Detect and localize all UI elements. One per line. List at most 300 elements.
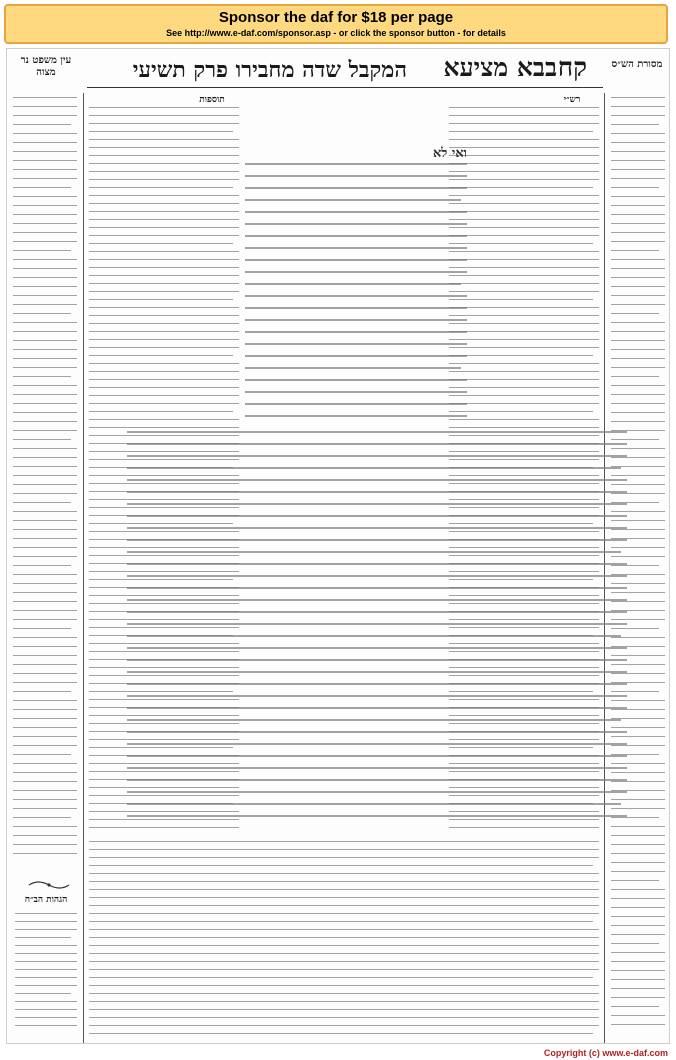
text-line: [89, 211, 239, 212]
text-line: [13, 295, 77, 296]
text-line: [89, 291, 239, 292]
text-line: [13, 322, 77, 323]
text-line: [89, 1025, 599, 1026]
text-line: [15, 961, 77, 962]
text-line: [13, 268, 77, 269]
text-line: [611, 160, 665, 161]
text-line: [89, 123, 239, 124]
text-line: [611, 385, 665, 386]
text-line: [13, 196, 77, 197]
text-line: [127, 443, 627, 445]
text-line: [449, 379, 599, 380]
text-line: [13, 727, 77, 728]
text-line: [611, 304, 665, 305]
text-line: [127, 467, 621, 469]
text-line: [611, 970, 665, 971]
text-line: [13, 736, 77, 737]
text-line: [127, 611, 627, 613]
text-line: [13, 106, 77, 107]
text-line: [449, 163, 599, 164]
text-line: [449, 363, 599, 364]
text-line: [127, 791, 627, 793]
text-line: [611, 952, 665, 953]
text-line: [611, 835, 665, 836]
text-line: [449, 307, 599, 308]
text-line: [611, 403, 665, 404]
text-line: [13, 628, 71, 629]
text-line: [13, 790, 77, 791]
text-line: [449, 267, 599, 268]
text-line: [89, 331, 239, 332]
text-line: [245, 295, 467, 297]
text-line: [13, 547, 77, 548]
text-line: [449, 219, 599, 220]
sponsor-banner-subtitle[interactable]: See http://www.e-daf.com/sponsor.asp - or click the sponsor button - for details: [166, 28, 506, 38]
text-line: [89, 1033, 593, 1034]
sponsor-banner-title[interactable]: Sponsor the daf for $18 per page: [218, 9, 454, 26]
text-line: [13, 403, 77, 404]
ornament-icon: [27, 879, 71, 891]
text-line: [611, 241, 665, 242]
text-line: [449, 123, 599, 124]
text-line: [449, 179, 599, 180]
text-line: [449, 403, 599, 404]
text-line: [245, 199, 461, 201]
text-line: [13, 682, 77, 683]
text-line: [611, 961, 665, 962]
text-line: [127, 743, 627, 745]
text-line: [127, 527, 627, 529]
hagahot-habach-title: הגהות הב״ח: [24, 895, 68, 905]
text-line: [89, 993, 599, 994]
text-line: [89, 235, 239, 236]
text-line: [127, 503, 627, 505]
text-line: [13, 232, 77, 233]
text-line: [245, 235, 467, 237]
text-line: [89, 179, 239, 180]
text-line: [89, 363, 239, 364]
text-line: [611, 997, 665, 998]
text-line: [449, 211, 599, 212]
text-line: [611, 133, 665, 134]
text-line: [13, 178, 77, 179]
text-line: [611, 934, 665, 935]
text-line: [89, 227, 239, 228]
text-line: [127, 755, 627, 757]
text-line: [89, 857, 599, 858]
text-line: [89, 905, 599, 906]
text-line: [449, 299, 593, 300]
text-line: [15, 937, 71, 938]
text-line: [611, 862, 665, 863]
text-line: [611, 394, 665, 395]
text-line: [13, 592, 77, 593]
text-line: [245, 175, 467, 177]
text-line: [127, 779, 627, 781]
text-line: [611, 421, 665, 422]
text-line: [13, 187, 71, 188]
text-line: [611, 853, 665, 854]
text-line: [89, 1009, 599, 1010]
text-line: [611, 988, 665, 989]
text-line: [449, 171, 599, 172]
text-line: [611, 979, 665, 980]
text-line: [13, 412, 77, 413]
text-line: [13, 826, 77, 827]
text-line: [89, 403, 239, 404]
text-line: [13, 853, 77, 854]
text-line: [89, 275, 239, 276]
text-line: [611, 313, 659, 314]
text-line: [611, 169, 665, 170]
text-line: [611, 322, 665, 323]
text-line: [13, 808, 77, 809]
text-line: [89, 323, 239, 324]
text-line: [13, 709, 77, 710]
text-line: [127, 551, 621, 553]
text-line: [89, 395, 239, 396]
text-line: [611, 178, 665, 179]
text-line: [245, 379, 467, 381]
text-line: [13, 97, 77, 98]
text-line: [13, 340, 77, 341]
text-line: [89, 937, 599, 938]
hagahot-habach-column: [15, 911, 77, 1031]
text-line: [13, 475, 77, 476]
text-line: [13, 376, 71, 377]
text-line: [89, 131, 233, 132]
header-rule: [87, 87, 603, 88]
text-line: [449, 323, 599, 324]
text-line: [13, 718, 77, 719]
text-line: [13, 619, 77, 620]
text-line: [13, 574, 77, 575]
text-line: [89, 251, 239, 252]
text-line: [611, 898, 665, 899]
tosafot-label: תוספות: [199, 95, 225, 105]
text-line: [89, 379, 239, 380]
text-line: [13, 673, 77, 674]
text-line: [13, 817, 71, 818]
text-line: [611, 97, 665, 98]
text-line: [13, 583, 77, 584]
text-line: [89, 163, 239, 164]
text-line: [89, 195, 239, 196]
text-line: [611, 106, 665, 107]
ein-mishpat-label: עין משפט נר מצוה: [20, 55, 72, 78]
text-line: [127, 575, 627, 577]
text-line: [15, 985, 77, 986]
text-line: [611, 367, 665, 368]
text-line: [127, 623, 627, 625]
gemara-opening-words: ואי לא: [432, 146, 467, 161]
text-line: [13, 610, 77, 611]
text-line: [13, 151, 77, 152]
text-line: [127, 647, 627, 649]
text-line: [13, 493, 77, 494]
text-line: [13, 511, 77, 512]
text-line: [89, 985, 599, 986]
text-line: [13, 430, 77, 431]
text-line: [89, 299, 233, 300]
text-line: [13, 286, 77, 287]
text-line: [89, 419, 239, 420]
text-line: [89, 107, 239, 108]
text-line: [15, 1009, 77, 1010]
text-line: [127, 635, 621, 637]
text-line: [127, 815, 627, 817]
text-line: [13, 205, 77, 206]
text-line: [127, 731, 627, 733]
text-line: [13, 655, 77, 656]
text-line: [611, 943, 659, 944]
text-line: [449, 203, 599, 204]
text-line: [127, 719, 621, 721]
text-line: [127, 539, 627, 541]
text-line: [611, 232, 665, 233]
text-line: [611, 250, 659, 251]
text-line: [13, 664, 77, 665]
text-line: [13, 277, 77, 278]
text-line: [611, 187, 659, 188]
text-line: [13, 133, 77, 134]
text-line: [611, 916, 665, 917]
text-line: [611, 844, 665, 845]
text-line: [13, 745, 77, 746]
text-line: [89, 147, 239, 148]
text-line: [13, 565, 71, 566]
text-line: [15, 913, 77, 914]
text-line: [245, 283, 461, 285]
text-line: [89, 969, 599, 970]
text-line: [89, 881, 599, 882]
page-number: קח: [557, 53, 587, 83]
text-line: [449, 427, 599, 428]
text-line: [127, 587, 627, 589]
text-line: [13, 304, 77, 305]
text-line: [611, 259, 665, 260]
text-line: [13, 385, 77, 386]
text-line: [245, 223, 467, 225]
text-line: [611, 115, 665, 116]
text-line: [449, 155, 599, 156]
text-line: [611, 376, 659, 377]
text-line: [127, 683, 627, 685]
text-line: [611, 196, 665, 197]
text-line: [13, 844, 77, 845]
text-line: [89, 913, 599, 914]
text-line: [127, 599, 627, 601]
text-line: [13, 691, 71, 692]
gemara-text-upper: [245, 93, 467, 423]
text-line: [449, 291, 599, 292]
text-line: [245, 403, 467, 405]
text-line: [449, 395, 599, 396]
text-line: [15, 1001, 77, 1002]
text-line: [611, 889, 665, 890]
talmud-page: [6, 48, 670, 1044]
text-line: [13, 160, 77, 161]
text-line: [449, 371, 599, 372]
text-line: [245, 259, 467, 261]
text-line: [127, 707, 627, 709]
text-line: [449, 339, 599, 340]
text-line: [13, 169, 77, 170]
text-line: [13, 250, 71, 251]
text-line: [89, 155, 239, 156]
text-line: [127, 803, 621, 805]
text-line: [89, 283, 239, 284]
text-line: [611, 349, 665, 350]
text-line: [611, 412, 665, 413]
text-line: [89, 219, 239, 220]
text-line: [611, 925, 665, 926]
text-line: [449, 419, 599, 420]
text-line: [449, 227, 599, 228]
text-line: [13, 556, 77, 557]
text-line: [245, 415, 467, 417]
left-column-divider: [83, 93, 84, 1043]
text-line: [449, 411, 593, 412]
text-line: [611, 151, 665, 152]
text-line: [245, 319, 467, 321]
text-line: [449, 243, 593, 244]
text-line: [13, 439, 71, 440]
text-line: [13, 502, 71, 503]
text-line: [15, 929, 77, 930]
text-line: [89, 267, 239, 268]
text-line: [15, 953, 77, 954]
chapter-title: המקבל שדה מחבירו פרק תשיעי: [132, 57, 407, 83]
text-line: [127, 671, 627, 673]
text-line: [245, 367, 461, 369]
text-line: [89, 889, 599, 890]
text-line: [89, 841, 599, 842]
text-line: [245, 163, 467, 165]
text-line: [449, 251, 599, 252]
text-line: [89, 411, 233, 412]
text-line: [611, 223, 665, 224]
text-line: [89, 371, 239, 372]
text-line: [89, 427, 239, 428]
text-line: [15, 921, 77, 922]
text-line: [89, 1017, 599, 1018]
text-line: [13, 124, 71, 125]
text-line: [13, 601, 77, 602]
text-line: [13, 466, 77, 467]
text-line: [449, 347, 599, 348]
text-line: [13, 259, 77, 260]
text-line: [245, 271, 467, 273]
text-line: [449, 131, 593, 132]
text-line: [89, 929, 599, 930]
text-line: [245, 187, 467, 189]
text-line: [611, 214, 665, 215]
text-line: [611, 880, 659, 881]
copyright-link[interactable]: Copyright (c) www.e-daf.com: [543, 1048, 668, 1058]
text-line: [127, 767, 627, 769]
text-line: [13, 781, 77, 782]
text-line: [13, 754, 71, 755]
text-line: [89, 387, 239, 388]
text-line: [89, 849, 599, 850]
text-line: [13, 637, 77, 638]
sponsor-banner[interactable]: [4, 4, 668, 44]
text-line: [449, 115, 599, 116]
text-line: [89, 355, 233, 356]
text-line: [245, 343, 467, 345]
text-line: [89, 307, 239, 308]
text-line: [89, 945, 599, 946]
text-line: [449, 147, 599, 148]
text-line: [611, 277, 665, 278]
text-line: [89, 921, 593, 922]
text-line: [611, 295, 665, 296]
text-line: [245, 307, 467, 309]
text-line: [89, 243, 233, 244]
text-line: [13, 529, 77, 530]
text-line: [611, 286, 665, 287]
text-line: [127, 515, 627, 517]
text-line: [449, 187, 593, 188]
text-line: [611, 1006, 659, 1007]
text-line: [611, 340, 665, 341]
text-line: [127, 659, 627, 661]
text-line: [611, 358, 665, 359]
rashi-label: רש״י: [563, 95, 581, 105]
text-line: [449, 139, 599, 140]
text-line: [611, 331, 665, 332]
text-line: [611, 871, 665, 872]
text-line: [245, 355, 467, 357]
ein-mishpat-column: [13, 93, 77, 863]
gemara-text-lower: [127, 429, 627, 829]
text-line: [449, 235, 599, 236]
text-line: [89, 347, 239, 348]
text-line: [13, 223, 77, 224]
text-line: [15, 1025, 77, 1026]
text-line: [449, 331, 599, 332]
text-line: [127, 563, 627, 565]
text-line: [611, 142, 665, 143]
text-line: [13, 349, 77, 350]
text-line: [449, 283, 599, 284]
text-line: [89, 1001, 599, 1002]
text-line: [611, 268, 665, 269]
text-line: [13, 700, 77, 701]
text-line: [89, 171, 239, 172]
text-line: [13, 835, 77, 836]
text-line: [449, 195, 599, 196]
text-line: [13, 484, 77, 485]
text-line: [13, 214, 77, 215]
text-line: [13, 538, 77, 539]
text-line: [13, 772, 77, 773]
text-line: [449, 259, 599, 260]
text-line: [89, 953, 599, 954]
text-line: [89, 977, 593, 978]
text-line: [449, 275, 599, 276]
text-line: [89, 339, 239, 340]
text-line: [449, 315, 599, 316]
text-line: [611, 1015, 665, 1016]
text-line: [13, 142, 77, 143]
text-line: [13, 331, 77, 332]
text-line: [89, 203, 239, 204]
text-line: [15, 945, 77, 946]
text-line: [13, 646, 77, 647]
text-line: [13, 520, 77, 521]
